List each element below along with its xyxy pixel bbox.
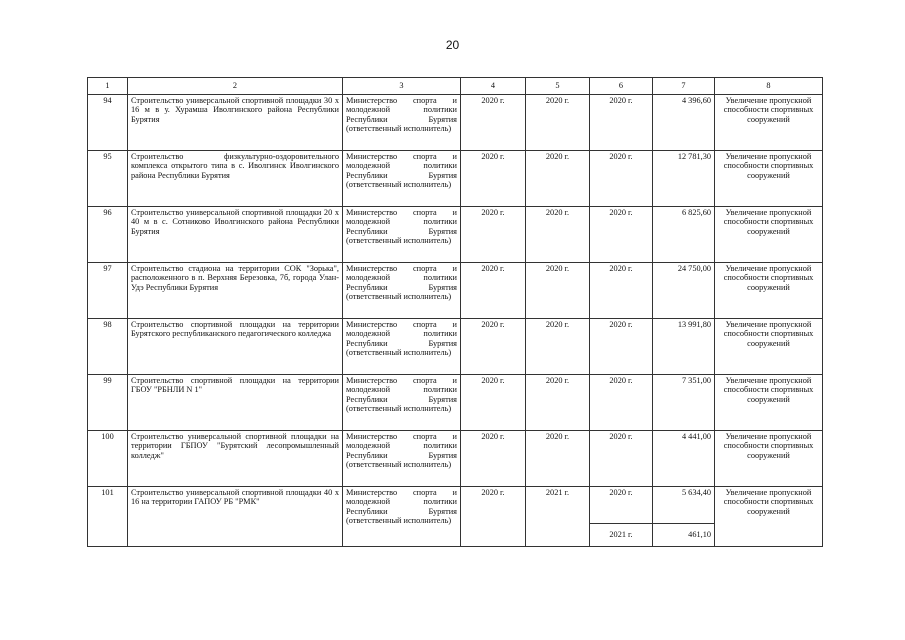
executor: Министерство спорта и молодежной политики Республики Бурятия (ответственный исполнитель) (343, 319, 461, 375)
expected-result: Увеличение пропускной способности спортивных сооружений (715, 375, 823, 431)
year-col-4: 2020 г. (461, 319, 526, 375)
expected-result: Увеличение пропускной способности спортивных сооружений (715, 263, 823, 319)
expected-result: Увеличение пропускной способности спортивных сооружений (715, 487, 823, 547)
year-col-6: 2021 г. (590, 524, 653, 547)
amount: 4 396,60 (653, 95, 715, 151)
table-row (88, 487, 823, 524)
amount: 24 750,00 (653, 263, 715, 319)
amount: 6 825,60 (653, 207, 715, 263)
amount: 5 634,40 (653, 487, 715, 524)
expected-result: Увеличение пропускной способности спортивных сооружений (715, 207, 823, 263)
year-col-6: 2020 г. (590, 319, 653, 375)
amount: 12 781,30 (653, 151, 715, 207)
year-col-5: 2020 г. (526, 263, 590, 319)
year-col-5: 2020 г. (526, 319, 590, 375)
table-row (88, 431, 823, 487)
year-col-4: 2020 г. (461, 95, 526, 151)
activity-name: Строительство спортивной площадки на территории Бурятского республиканского педагогического колледжа (128, 319, 343, 375)
expected-result: Увеличение пропускной способности спортивных сооружений (715, 431, 823, 487)
executor: Министерство спорта и молодежной политики Республики Бурятия (ответственный исполнитель) (343, 263, 461, 319)
executor: Министерство спорта и молодежной политики Республики Бурятия (ответственный исполнитель) (343, 375, 461, 431)
amount: 461,10 (653, 524, 715, 547)
year-col-5: 2020 г. (526, 375, 590, 431)
year-col-6: 2020 г. (590, 431, 653, 487)
row-number: 101 (88, 487, 128, 547)
year-col-6: 2020 г. (590, 487, 653, 524)
year-col-4: 2020 г. (461, 431, 526, 487)
expected-result: Увеличение пропускной способности спортивных сооружений (715, 95, 823, 151)
row-number: 95 (88, 151, 128, 207)
activity-name: Строительство универсальной спортивной площадки 20 х 40 м в с. Сотниково Иволгинского района Республики Бурятия (128, 207, 343, 263)
row-number: 96 (88, 207, 128, 263)
activity-name: Строительство универсальной спортивной площадки 30 х 16 м в у. Хурамша Иволгинского района Республики Бурятия (128, 95, 343, 151)
activity-name: Строительство физкультурно-оздоровительного комплекса открытого типа в с. Иволгинск Иволгинского района Республики Бурятия (128, 151, 343, 207)
year-col-4: 2020 г. (461, 207, 526, 263)
row-number: 94 (88, 95, 128, 151)
col-header: 5 (526, 78, 590, 95)
year-col-6: 2020 г. (590, 263, 653, 319)
col-header: 7 (653, 78, 715, 95)
year-col-6: 2020 г. (590, 151, 653, 207)
executor: Министерство спорта и молодежной политики Республики Бурятия (ответственный исполнитель) (343, 95, 461, 151)
executor: Министерство спорта и молодежной политики Республики Бурятия (ответственный исполнитель) (343, 431, 461, 487)
year-col-5: 2020 г. (526, 207, 590, 263)
activity-name: Строительство стадиона на территории СОК "Зорька", расположенного в п. Верхняя Березовка, 7б, города Улан-Удэ Республики Бурятия (128, 263, 343, 319)
year-col-6: 2020 г. (590, 375, 653, 431)
col-header: 3 (343, 78, 461, 95)
table-row (88, 319, 823, 375)
table-row (88, 151, 823, 207)
year-col-5: 2021 г. (526, 487, 590, 547)
page-number: 20 (445, 38, 460, 52)
header-row (88, 78, 823, 95)
year-col-6: 2020 г. (590, 95, 653, 151)
year-col-4: 2020 г. (461, 151, 526, 207)
program-table (87, 77, 823, 547)
col-header: 2 (128, 78, 343, 95)
year-col-5: 2020 г. (526, 151, 590, 207)
row-number: 97 (88, 263, 128, 319)
col-header: 4 (461, 78, 526, 95)
col-header: 8 (715, 78, 823, 95)
year-col-5: 2020 г. (526, 95, 590, 151)
table-row (88, 207, 823, 263)
amount: 13 991,80 (653, 319, 715, 375)
executor: Министерство спорта и молодежной политики Республики Бурятия (ответственный исполнитель) (343, 207, 461, 263)
activity-name: Строительство универсальной спортивной площадки на территории ГБПОУ "Бурятский лесопромышленный колледж" (128, 431, 343, 487)
year-col-6: 2020 г. (590, 207, 653, 263)
table-row (88, 263, 823, 319)
row-number: 100 (88, 431, 128, 487)
col-header: 1 (88, 78, 128, 95)
year-col-4: 2020 г. (461, 487, 526, 547)
expected-result: Увеличение пропускной способности спортивных сооружений (715, 151, 823, 207)
year-col-5: 2020 г. (526, 431, 590, 487)
activity-name: Строительство универсальной спортивной площадки 40 х 16 на территории ГАПОУ РБ "РМК" (128, 487, 343, 547)
activity-name: Строительство спортивной площадки на территории ГБОУ "РБНЛИ N 1" (128, 375, 343, 431)
row-number: 98 (88, 319, 128, 375)
executor: Министерство спорта и молодежной политики Республики Бурятия (ответственный исполнитель) (343, 151, 461, 207)
col-header: 6 (590, 78, 653, 95)
expected-result: Увеличение пропускной способности спортивных сооружений (715, 319, 823, 375)
amount: 7 351,00 (653, 375, 715, 431)
year-col-4: 2020 г. (461, 263, 526, 319)
row-number: 99 (88, 375, 128, 431)
amount: 4 441,00 (653, 431, 715, 487)
table-row (88, 375, 823, 431)
executor: Министерство спорта и молодежной политики Республики Бурятия (ответственный исполнитель) (343, 487, 461, 547)
year-col-4: 2020 г. (461, 375, 526, 431)
table-row (88, 95, 823, 151)
